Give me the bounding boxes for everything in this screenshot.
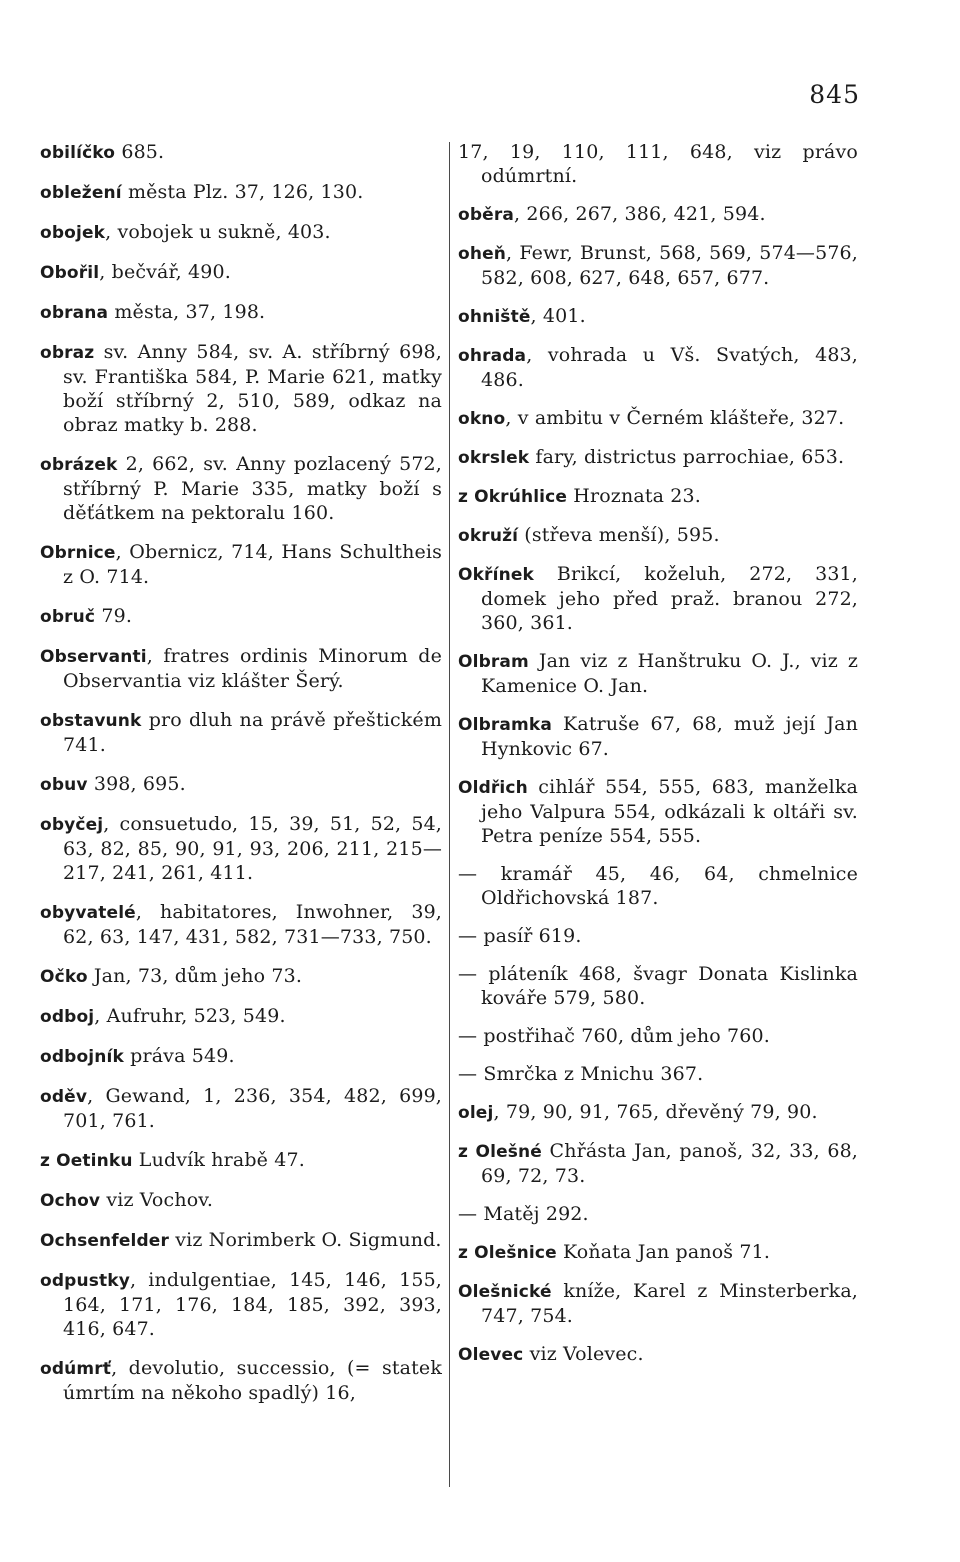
entry-headword: obraz xyxy=(40,343,95,363)
index-entry xyxy=(40,644,442,693)
entry-text: Katruše 67, 68, muž její Jan Hynkovic 67. xyxy=(481,713,858,760)
index-entry xyxy=(40,1268,442,1341)
page-number: 845 xyxy=(809,80,860,109)
index-entry xyxy=(40,1084,442,1133)
entry-headword: odbojník xyxy=(40,1047,124,1067)
entry-headword: Olešnické xyxy=(458,1282,552,1302)
entry-headword: obstavunk xyxy=(40,711,142,731)
entry-headword: oděv xyxy=(40,1087,88,1107)
index-entry xyxy=(458,202,858,227)
entry-text: — postřihač 760, dům jeho 760. xyxy=(458,1025,770,1047)
entry-text: , Aufruhr, 523, 549. xyxy=(94,1005,286,1027)
index-entry xyxy=(458,484,858,509)
index-entry xyxy=(458,1202,858,1226)
entry-text: Ludvík hrabě 47. xyxy=(132,1149,305,1171)
index-entry xyxy=(40,900,442,949)
entry-headword: z Olešné xyxy=(458,1142,542,1162)
index-entry xyxy=(458,304,858,329)
entry-text: (střeva menší), 595. xyxy=(518,524,720,546)
index-entry xyxy=(458,523,858,548)
entry-headword: Očko xyxy=(40,967,88,987)
entry-headword: Oldřich xyxy=(458,778,528,798)
index-entry xyxy=(458,241,858,290)
entry-text: , bečvář, 490. xyxy=(99,261,231,283)
entry-text: 685. xyxy=(115,141,165,163)
index-entry xyxy=(40,1044,442,1069)
entry-headword: okrslek xyxy=(458,448,530,468)
entry-headword: ohniště xyxy=(458,307,531,327)
entry-headword: obyčej xyxy=(40,815,104,835)
index-entry xyxy=(40,540,442,589)
index-entry xyxy=(458,562,858,635)
entry-text: , devolutio, successio, (= statek úmrtím na někoho spadlý) 16, xyxy=(63,1357,442,1404)
entry-headword: odboj xyxy=(40,1007,95,1027)
index-entry xyxy=(458,406,858,431)
entry-text: , Obernicz, 714, Hans Schultheis z O. 714. xyxy=(63,541,442,588)
entry-headword: obrana xyxy=(40,303,109,323)
entry-headword: Ochov xyxy=(40,1191,101,1211)
entry-text: Hroznata 23. xyxy=(567,485,701,507)
entry-text: , Fewr, Brunst, 568, 569, 574—576, 582, 608, 627, 648, 657, 677. xyxy=(481,242,858,289)
entry-headword: oběra xyxy=(458,205,514,225)
index-entry xyxy=(40,604,442,629)
index-entry xyxy=(458,1024,858,1048)
column-divider xyxy=(449,142,450,1487)
right-column xyxy=(458,140,858,1381)
index-entry xyxy=(458,343,858,392)
entry-text: Jan viz z Hanštruku O. J., viz z Kamenice O. Jan. xyxy=(481,650,858,697)
entry-headword: Olevec xyxy=(458,1345,524,1365)
index-entry xyxy=(458,712,858,761)
entry-headword: Observanti xyxy=(40,647,147,667)
entry-text: — kramář 45, 46, 64, chmelnice Oldřichovská 187. xyxy=(458,863,858,909)
left-column xyxy=(40,140,442,1420)
entry-text: viz Vochov. xyxy=(100,1189,214,1211)
index-entry xyxy=(40,812,442,885)
index-entry xyxy=(458,1342,858,1367)
index-entry xyxy=(40,452,442,525)
index-entry xyxy=(40,708,442,757)
index-entry xyxy=(458,1100,858,1125)
entry-text: , 401. xyxy=(530,305,586,327)
index-entry xyxy=(40,340,442,437)
index-entry xyxy=(458,1279,858,1328)
index-entry xyxy=(458,649,858,698)
index-entry xyxy=(40,1356,442,1405)
entry-headword: Olbramka xyxy=(458,715,552,735)
entry-text: Jan, 73, dům jeho 73. xyxy=(87,965,303,987)
entry-headword: obuv xyxy=(40,775,88,795)
entry-text: , v ambitu v Černém klášteře, 327. xyxy=(505,407,845,429)
index-entry xyxy=(40,1004,442,1029)
entry-text: , habitatores, Inwohner, 39, 62, 63, 147, 431, 582, 731—733, 750. xyxy=(63,901,442,948)
entry-headword: olej xyxy=(458,1103,494,1123)
entry-text: Brikcí, koželuh, 272, 331, domek jeho před praž. branou 272, 360, 361. xyxy=(481,563,858,634)
entry-text: , vobojek u sukně, 403. xyxy=(105,221,331,243)
entry-headword: ohrada xyxy=(458,346,527,366)
index-entry xyxy=(458,1139,858,1188)
index-entry xyxy=(40,140,442,165)
index-entry xyxy=(458,775,858,848)
entry-text: — Smrčka z Mnichu 367. xyxy=(458,1063,704,1085)
entry-text: 79. xyxy=(95,605,133,627)
entry-headword: Obrnice xyxy=(40,543,116,563)
entry-text: , vohrada u Vš. Svatých, 483, 486. xyxy=(481,344,858,391)
entry-text: viz Norimberk O. Sigmund. xyxy=(169,1229,442,1251)
index-entry xyxy=(40,1188,442,1213)
index-entry xyxy=(40,300,442,325)
index-entry xyxy=(40,772,442,797)
entry-text: , 266, 267, 386, 421, 594. xyxy=(513,203,766,225)
entry-headword: Okřínek xyxy=(458,565,534,585)
index-entry xyxy=(458,924,858,948)
index-entry xyxy=(40,1148,442,1173)
entry-text: kníže, Karel z Minsterberka, 747, 754. xyxy=(481,1280,858,1327)
index-entry xyxy=(40,180,442,205)
index-entry xyxy=(40,964,442,989)
entry-headword: z Oetinku xyxy=(40,1151,133,1171)
entry-headword: z Okrúhlice xyxy=(458,487,568,507)
entry-text: 17, 19, 110, 111, 648, viz právo odúmrtní. xyxy=(458,141,858,187)
entry-headword: okno xyxy=(458,409,506,429)
entry-text: města Plz. 37, 126, 130. xyxy=(121,181,364,203)
index-entry xyxy=(458,445,858,470)
index-entry xyxy=(458,1240,858,1265)
index-entry xyxy=(40,260,442,285)
entry-headword: obyvatelé xyxy=(40,903,136,923)
index-entry xyxy=(40,1228,442,1253)
entry-headword: odúmrť xyxy=(40,1359,112,1379)
index-entry xyxy=(40,220,442,245)
entry-text: práva 549. xyxy=(123,1045,235,1067)
index-entry xyxy=(458,140,858,188)
entry-headword: Ochsenfelder xyxy=(40,1231,170,1251)
entry-text: , fratres ordinis Minorum de Observantia viz klášter Šerý. xyxy=(63,645,442,692)
entry-text: sv. Anny 584, sv. A. stříbrný 698, sv. Františka 584, P. Marie 621, matky boží stříbrný 2, 510, 589, odkaz na obraz matky b. 288. xyxy=(63,341,442,436)
entry-text: 398, 695. xyxy=(87,773,186,795)
entry-headword: okruží xyxy=(458,526,519,546)
entry-headword: obrázek xyxy=(40,455,118,475)
entry-text: Chřásta Jan, panoš, 32, 33, 68, 69, 72, 73. xyxy=(481,1140,858,1187)
entry-headword: Obořil xyxy=(40,263,100,283)
entry-text: Koňata Jan panoš 71. xyxy=(556,1241,771,1263)
entry-text: — pláteník 468, švagr Donata Kislinka kováře 579, 580. xyxy=(458,963,858,1009)
entry-headword: obilíčko xyxy=(40,143,116,163)
entry-text: 2, 662, sv. Anny pozlacený 572, stříbrný P. Marie 335, matky boží s děťátkem na pektoralu 160. xyxy=(63,453,442,524)
entry-text: cihlář 554, 555, 683, manželka jeho Valpura 554, odkázali k oltáři sv. Petra peníze 554, 555. xyxy=(481,776,858,847)
entry-headword: z Olešnice xyxy=(458,1243,557,1263)
entry-headword: obojek xyxy=(40,223,106,243)
entry-text: města, 37, 198. xyxy=(108,301,266,323)
entry-text: , Gewand, 1, 236, 354, 482, 699, 701, 761. xyxy=(63,1085,442,1132)
entry-headword: Olbram xyxy=(458,652,529,672)
entry-text: , 79, 90, 91, 765, dřevěný 79, 90. xyxy=(493,1101,818,1123)
entry-text: , indulgentiae, 145, 146, 155, 164, 171, 176, 184, 185, 392, 393, 416, 647. xyxy=(63,1269,442,1340)
index-entry xyxy=(458,1062,858,1086)
entry-headword: obležení xyxy=(40,183,122,203)
entry-headword: odpustky xyxy=(40,1271,130,1291)
entry-text: — Matěj 292. xyxy=(458,1203,589,1225)
entry-headword: oheň xyxy=(458,244,507,264)
entry-text: — pasíř 619. xyxy=(458,925,582,947)
entry-text: , consuetudo, 15, 39, 51, 52, 54, 63, 82, 85, 90, 91, 93, 206, 211, 215—217, 241, 261, 411. xyxy=(63,813,442,884)
index-entry xyxy=(458,962,858,1010)
entry-text: pro dluh na právě přeštickém 741. xyxy=(63,709,442,756)
entry-text: fary, districtus parrochiae, 653. xyxy=(529,446,845,468)
entry-headword: obruč xyxy=(40,607,96,627)
entry-text: viz Volevec. xyxy=(523,1343,644,1365)
index-entry xyxy=(458,862,858,910)
